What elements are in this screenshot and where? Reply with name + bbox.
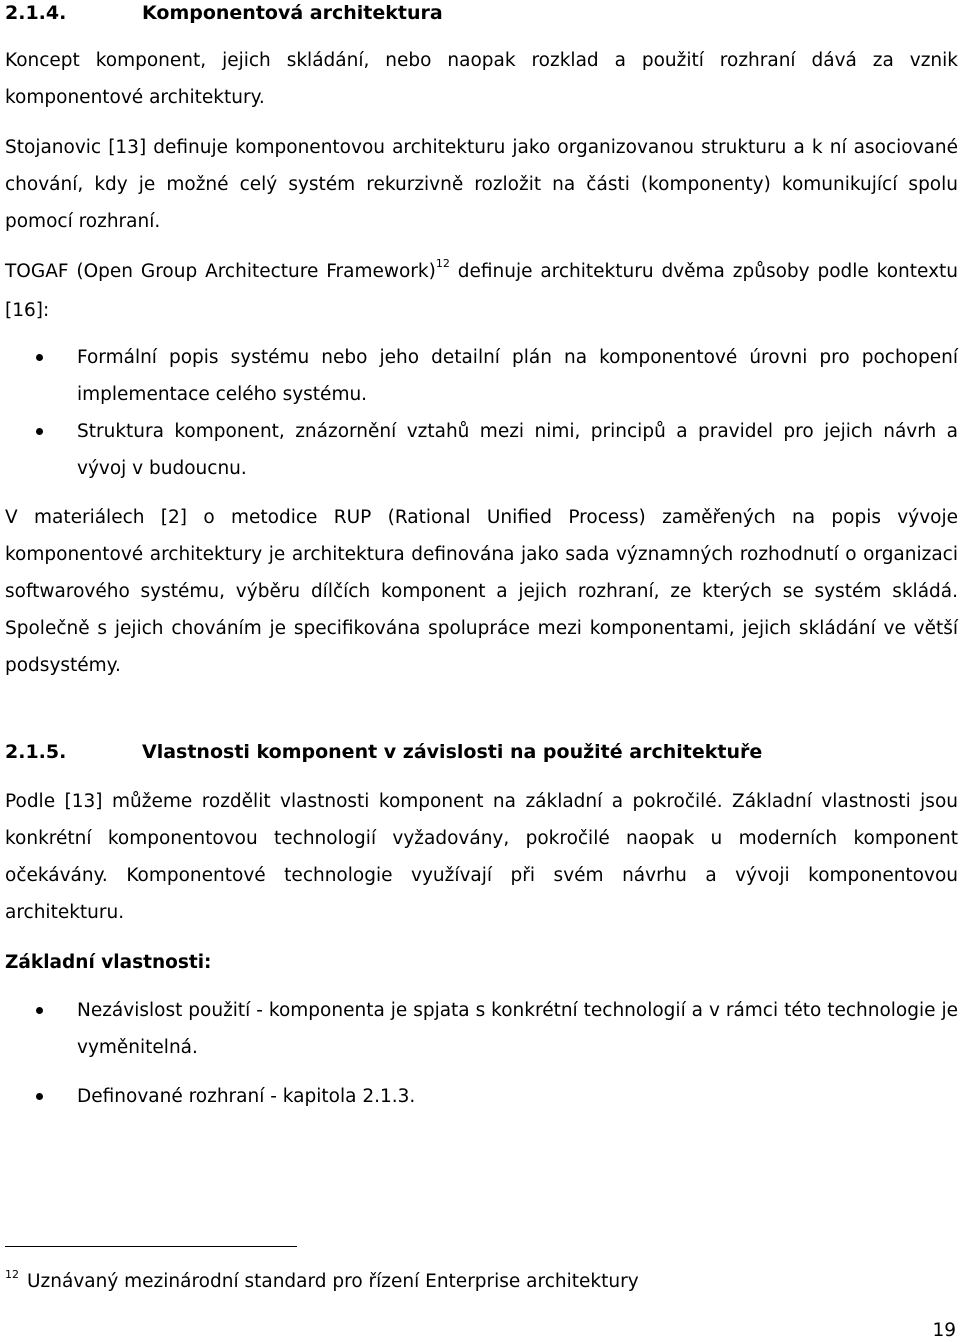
togaf-text-before: TOGAF (Open Group Architecture Framework) <box>5 261 436 282</box>
paragraph-stojanovic: Stojanovic [13] definuje komponentovou architekturu jako organizovanou strukturu a k ní asociované chování, kdy je možné celý systém rekurzivně rozložit na části (komponenty) komunikující spolu pomocí rozhraní. <box>5 137 958 232</box>
list-item <box>0 1078 958 1115</box>
page-number: 19 <box>932 1320 956 1341</box>
list-item <box>0 413 958 487</box>
list-item <box>0 992 958 1066</box>
footnote <box>5 1266 639 1300</box>
bullet-icon <box>36 354 43 361</box>
list-item <box>0 339 958 413</box>
basic-properties-list <box>0 992 958 1115</box>
list-item-text: Nezávislost použití - komponenta je spjata s konkrétní technologií a v rámci této technologie je vyměnitelná. <box>77 1000 958 1058</box>
section-heading-2-1-5 <box>5 739 762 765</box>
paragraph-rup: V materiálech [2] o metodice RUP (Rational Unified Process) zaměřených na popis vývoje komponentové architektury je architektura definována jako sada významných rozhodnutí o organizaci softwarového systému, výběru dílčích komponent a jejich rozhraní, ze kterých se systém skládá. Společně s jejich chováním je specifikována spolupráce mezi komponentami, jejich skládání ve větší podsystémy. <box>5 507 958 676</box>
list-item-text: Formální popis systému nebo jeho detailní plán na komponentové úrovni pro pochopení implementace celého systému. <box>77 347 958 405</box>
footnote-mark: 12 <box>5 1268 19 1281</box>
footnote-text: Uznávaný mezinárodní standard pro řízení Enterprise architektury <box>27 1271 639 1292</box>
section-title: Komponentová architektura <box>142 2 443 24</box>
bullet-icon <box>36 1007 43 1014</box>
bullet-icon <box>36 428 43 435</box>
list-item-text: Struktura komponent, znázornění vztahů mezi nimi, principů a pravidel pro jejich návrh a vývoj v budoucnu. <box>77 421 958 479</box>
section-title: Vlastnosti komponent v závislosti na použité architektuře <box>142 741 763 763</box>
paragraph-vlastnosti: Podle [13] můžeme rozdělit vlastnosti komponent na základní a pokročilé. Základní vlastnosti jsou konkrétní komponentovou technologií vyžadovány, pokročilé naopak u moderních komponent očekávány. Komponentové technologie využívají při svém návrhu a vývoji komponentovou architekturu. <box>5 791 958 923</box>
section-number: 2.1.5. <box>5 741 67 763</box>
togaf-text-after: definuje architekturu dvěma způsoby podle kontextu [16]: <box>5 261 959 321</box>
paragraph-togaf <box>5 253 958 329</box>
basic-properties-label: Základní vlastnosti: <box>5 952 212 973</box>
togaf-definition-list <box>0 339 958 487</box>
list-item-text: Definované rozhraní - kapitola 2.1.3. <box>77 1086 416 1107</box>
paragraph-intro: Koncept komponent, jejich skládání, nebo naopak rozklad a použití rozhraní dává za vznik komponentové architektury. <box>5 50 958 108</box>
section-heading-2-1-4 <box>5 0 443 26</box>
footnote-reference: 12 <box>435 257 450 270</box>
footnote-separator <box>5 1246 297 1247</box>
bullet-icon <box>36 1093 43 1100</box>
section-number: 2.1.4. <box>5 2 67 24</box>
